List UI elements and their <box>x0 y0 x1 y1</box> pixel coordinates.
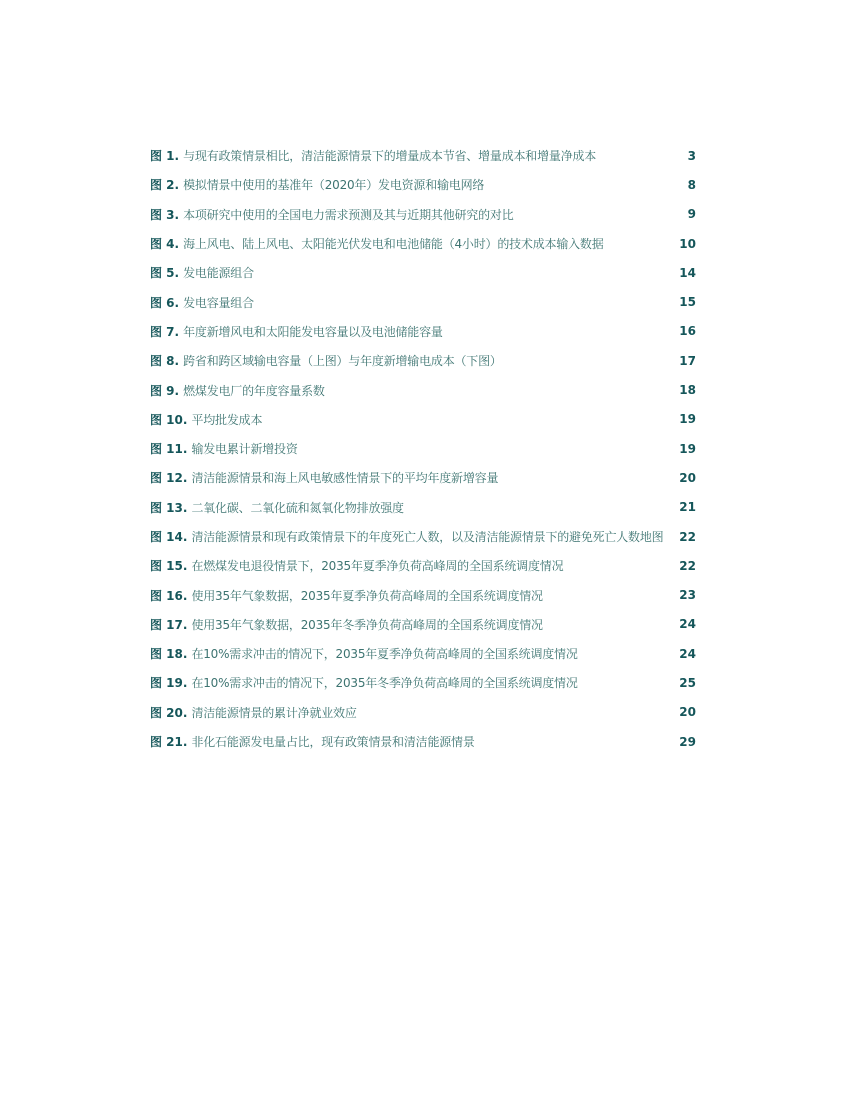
toc-entry[interactable] <box>150 141 696 170</box>
figure-title: 清洁能源情景和现有政策情景下的年度死亡人数，以及清洁能源情景下的避免死亡人数地图 <box>191 530 664 544</box>
page-number: 23 <box>679 588 696 603</box>
toc-entry[interactable] <box>150 727 696 756</box>
figure-title: 在10%需求冲击的情况下，2035年冬季净负荷高峰周的全国系统调度情况 <box>191 676 578 691</box>
toc-entry[interactable] <box>150 200 696 229</box>
toc-entry[interactable] <box>150 463 696 492</box>
figure-number: 图 8. <box>150 354 180 369</box>
page-number: 21 <box>679 500 696 515</box>
figure-number: 图 11. <box>150 442 188 457</box>
figure-number: 图 5. <box>150 266 180 281</box>
figure-title: 发电能源组合 <box>183 266 254 281</box>
toc-entry[interactable] <box>150 405 696 434</box>
figure-number: 图 4. <box>150 237 180 252</box>
figure-title: 燃煤发电厂的年度容量系数 <box>183 383 325 398</box>
figure-number: 图 7. <box>150 324 180 339</box>
figure-title: 非化石能源发电量占比，现有政策情景和清洁能源情景 <box>191 735 475 750</box>
page-number: 20 <box>679 705 696 720</box>
page-number: 9 <box>687 207 696 222</box>
toc-entry[interactable] <box>150 375 696 404</box>
figure-title: 在燃煤发电退役情景下，2035年夏季净负荷高峰周的全国系统调度情况 <box>191 559 564 574</box>
toc-entry[interactable] <box>150 258 696 287</box>
toc-entry[interactable] <box>150 522 696 551</box>
page-number: 16 <box>679 324 696 339</box>
figure-number: 图 10. <box>150 412 188 427</box>
toc-entry[interactable] <box>150 639 696 668</box>
figure-title: 清洁能源情景的累计净就业效应 <box>191 705 357 720</box>
figure-number: 图 13. <box>150 500 188 515</box>
figure-number: 图 16. <box>150 588 188 603</box>
page-number: 19 <box>679 441 696 456</box>
page-number: 24 <box>679 617 696 632</box>
page-number: 14 <box>679 265 696 280</box>
figure-title: 二氧化碳、二氧化硫和氮氧化物排放强度 <box>191 500 404 515</box>
figure-number: 图 9. <box>150 383 180 398</box>
page-number: 18 <box>679 383 696 398</box>
figure-number: 图 15. <box>150 559 188 574</box>
figure-title: 本项研究中使用的全国电力需求预测及其与近期其他研究的对比 <box>183 207 514 222</box>
figure-number: 图 21. <box>150 735 188 750</box>
figure-title: 使用35年气象数据，2035年夏季净负荷高峰周的全国系统调度情况 <box>191 588 543 603</box>
page-number: 29 <box>679 734 696 749</box>
figure-number: 图 3. <box>150 207 180 222</box>
page-number: 20 <box>679 470 696 485</box>
page-number: 24 <box>679 646 696 661</box>
toc-entry[interactable] <box>150 434 696 463</box>
page-number: 25 <box>679 675 696 690</box>
list-of-figures <box>150 141 696 756</box>
page-number: 15 <box>679 295 696 310</box>
toc-entry[interactable] <box>150 229 696 258</box>
toc-entry[interactable] <box>150 287 696 316</box>
figure-number: 图 2. <box>150 178 180 193</box>
toc-entry[interactable] <box>150 493 696 522</box>
figure-number: 图 17. <box>150 617 188 632</box>
toc-entry[interactable] <box>150 170 696 199</box>
page-number: 10 <box>679 236 696 251</box>
page-number: 3 <box>687 148 696 163</box>
toc-entry[interactable] <box>150 580 696 609</box>
figure-number: 图 18. <box>150 647 188 662</box>
toc-entry[interactable] <box>150 551 696 580</box>
figure-title: 海上风电、陆上风电、太阳能光伏发电和电池储能（4小时）的技术成本输入数据 <box>183 237 604 252</box>
figure-title: 输发电累计新增投资 <box>191 442 298 457</box>
toc-entry[interactable] <box>150 610 696 639</box>
page-number: 17 <box>679 353 696 368</box>
figure-number: 图 19. <box>150 676 188 691</box>
figure-title: 平均批发成本 <box>191 412 263 427</box>
page-number: 19 <box>679 412 696 427</box>
figure-number: 图 6. <box>150 295 180 310</box>
figure-title: 与现有政策情景相比，清洁能源情景下的增量成本节省、增量成本和增量净成本 <box>183 149 597 164</box>
page-number: 8 <box>687 177 696 192</box>
figure-title: 发电容量组合 <box>183 295 254 310</box>
figure-title: 使用35年气象数据，2035年冬季净负荷高峰周的全国系统调度情况 <box>191 617 543 632</box>
figure-number: 图 20. <box>150 705 188 720</box>
toc-entry[interactable] <box>150 698 696 727</box>
figure-title: 跨省和跨区域输电容量（上图）与年度新增输电成本（下图） <box>183 354 502 369</box>
figure-title: 模拟情景中使用的基准年（2020年）发电资源和输电网络 <box>183 178 485 193</box>
figure-title: 清洁能源情景和海上风电敏感性情景下的平均年度新增容量 <box>191 471 499 486</box>
figure-number: 图 12. <box>150 471 188 486</box>
figure-number: 图 1. <box>150 149 180 164</box>
figure-title: 年度新增风电和太阳能发电容量以及电池储能容量 <box>183 324 443 339</box>
toc-entry[interactable] <box>150 668 696 697</box>
page-number: 22 <box>679 529 696 544</box>
toc-entry[interactable] <box>150 346 696 375</box>
figure-number: 图 14. <box>150 530 188 544</box>
figure-title: 在10%需求冲击的情况下，2035年夏季净负荷高峰周的全国系统调度情况 <box>191 647 578 662</box>
page-number: 22 <box>679 558 696 573</box>
toc-entry[interactable] <box>150 317 696 346</box>
